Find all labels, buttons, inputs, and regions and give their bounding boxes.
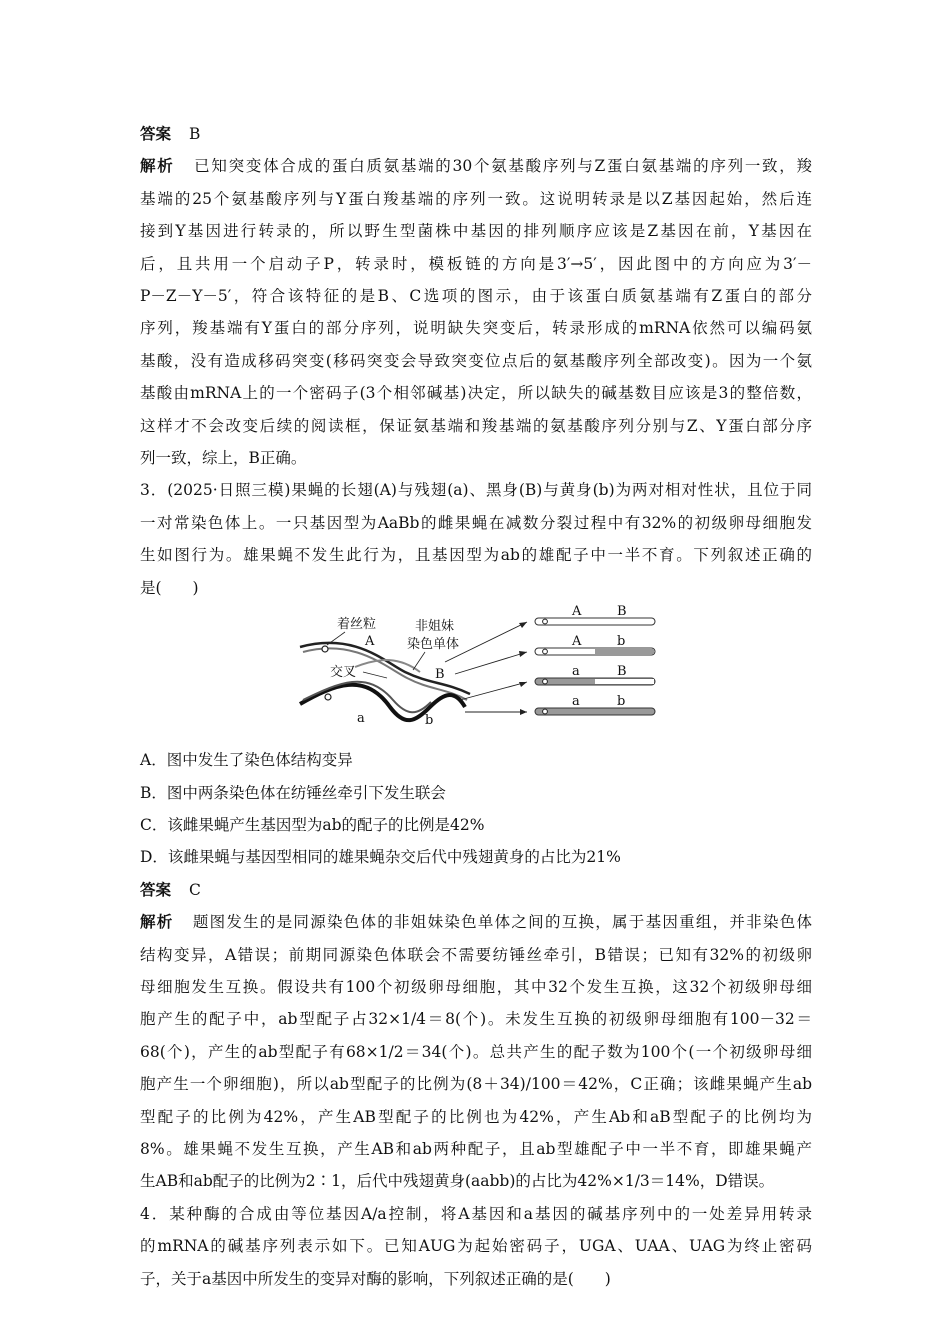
question-stem-line: 子，关于a基因中所发生的变异对酶的影响，下列叙述正确的是( ) — [140, 1269, 611, 1288]
analysis-label: 解析 — [140, 912, 174, 932]
gene-label-A: A — [365, 634, 375, 650]
answer-value: B — [189, 125, 201, 143]
product-2-right: b — [617, 634, 626, 650]
gene-label-b: b — [425, 713, 434, 729]
analysis-line: 母细胞发生互换。假设共有100个初级卵母细胞，其中32个发生互换，这32个初级卵母细 — [140, 977, 812, 996]
option-b: B．图中两条染色体在纺锤丝牵引下发生联会 — [140, 783, 446, 802]
question-stem-line: 3．(2025·日照三模)果蝇的长翅(A)与残翅(a)、黑身(B)与黄身(b)为两对相对性状，且位于同 — [140, 481, 812, 500]
product-chromosome-ab — [535, 708, 655, 715]
crossover-figure — [140, 604, 812, 744]
analysis-line: 基酸由mRNA上的一个密码子(3个相邻碱基)决定，所以缺失的碱基数目应该是3的整倍数， — [140, 384, 812, 403]
analysis-text: 题图发生的是同源染色体的非姐妹染色单体之间的互换，属于基因重组，并非染色体 — [191, 913, 812, 932]
analysis-line: 序列，羧基端有Y蛋白的部分序列，说明缺失突变后，转录形成的mRNA依然可以编码氨 — [140, 319, 812, 338]
analysis-line: 68(个)，产生的ab型配子有68×1/2＝34(个)。总共产生的配子数为100个(一个初级卵母细 — [140, 1042, 812, 1061]
analysis-line: 基酸，没有造成移码突变(移码突变会导致突变位点后的氨基酸序列全部改变)。因为一个氨 — [140, 351, 812, 370]
product-3-right: B — [617, 664, 627, 680]
centromere-upper — [322, 646, 328, 652]
product-2-left: A — [572, 634, 582, 650]
analysis-line: 结构变异，A错误；前期同源染色体联会不需要纺锤丝牵引，B错误；已知有32%的初级卵 — [140, 945, 812, 964]
product-1-left: A — [572, 604, 582, 620]
analysis-line: 列一致，综上，B正确。 — [140, 449, 307, 468]
analysis-line: 型配子的比例为42%，产生AB型配子的比例也为42%，产生Ab和aB型配子的比例均为 — [140, 1107, 812, 1126]
analysis-line — [140, 150, 812, 182]
answer-value: C — [189, 880, 201, 899]
analysis-line: 8%。雄果蝇不发生互换，产生AB和ab两种配子，且ab型雄配子中一半不育，即雄果蝇产 — [140, 1139, 812, 1158]
label-nonsister-1: 非姐妹 — [415, 619, 455, 635]
gene-label-B: B — [435, 667, 445, 683]
product-4-left: a — [572, 694, 580, 710]
question-stem-line: 4．某种酶的合成由等位基因A/a控制，将A基因和a基因的碱基序列中的一处差异用转录 — [140, 1204, 812, 1223]
question-stem-line: 生如图行为。雄果蝇不发生此行为，且基因型为ab的雄配子中一半不育。下列叙述正确的 — [140, 546, 812, 565]
analysis-line: 胞产生一个卵细胞)，所以ab型配子的比例为(8＋34)/100＝42%，C正确；该雌果蝇产生ab — [140, 1075, 812, 1094]
option-c: C．该雌果蝇产生基因型为ab的配子的比例是42% — [140, 815, 485, 834]
answer-line — [140, 874, 812, 906]
analysis-line: 生AB和ab配子的比例为2∶1，后代中残翅黄身(aabb)的占比为42%×1/3＝14%，D错误。 — [140, 1172, 775, 1191]
label-nonsister-2: 染色单体 — [407, 637, 460, 653]
document-page — [140, 118, 812, 1295]
analysis-line: 基端的25个氨基酸序列与Y蛋白羧基端的序列一致。这说明转录是以Z基因起始，然后连 — [140, 189, 812, 208]
answer-label: 答案 — [140, 879, 172, 899]
option-d: D．该雌果蝇与基因型相同的雄果蝇杂交后代中残翅黄身的占比为21% — [140, 848, 621, 867]
option-a: A．图中发生了染色体结构变异 — [140, 751, 353, 770]
gene-label-a: a — [357, 711, 365, 727]
question-stem-line: 的mRNA的碱基序列表示如下。已知AUG为起始密码子，UGA、UAA、UAG为终止密码 — [140, 1237, 812, 1256]
analysis-line: 这样才不会改变后续的阅读框，保证氨基端和羧基端的氨基酸序列分别与Z、Y蛋白部分序 — [140, 416, 812, 435]
product-1-right: B — [617, 604, 627, 620]
product-4-right: b — [617, 694, 626, 710]
centromere-lower — [325, 694, 331, 700]
question-stem-line: 一对常染色体上。一只基因型为AaBb的雌果蝇在减数分裂过程中有32%的初级卵母细胞发 — [140, 513, 812, 532]
analysis-line: 后，且共用一个启动子P，转录时，模板链的方向是3′→5′，因此图中的方向应为3′－ — [140, 254, 812, 273]
analysis-line: 胞产生的配子中，ab型配子占32×1/4＝8(个)。未发生互换的初级卵母细胞有100－32＝ — [140, 1010, 812, 1029]
answer-label: 答案 — [140, 124, 172, 143]
analysis-line: P－Z－Y－5′，符合该特征的是B、C选项的图示，由于该蛋白质氨基端有Z蛋白的部分 — [140, 287, 812, 306]
answer-line — [140, 118, 812, 150]
analysis-line — [140, 906, 812, 938]
analysis-text: 已知突变体合成的蛋白质氨基端的30个氨基酸序列与Z蛋白氨基端的序列一致，羧 — [192, 157, 812, 176]
analysis-line: 接到Y基因进行转录的，所以野生型菌株中基因的排列顺序应该是Z基因在前，Y基因在 — [140, 222, 812, 241]
crossover-diagram — [295, 604, 665, 742]
label-centromere: 着丝粒 — [337, 617, 377, 633]
product-3-left: a — [572, 664, 580, 680]
label-cross: 交叉 — [330, 665, 357, 681]
analysis-label: 解析 — [140, 156, 175, 176]
product-chromosome-AB — [535, 618, 655, 625]
question-stem-line: 是( ) — [140, 578, 199, 597]
